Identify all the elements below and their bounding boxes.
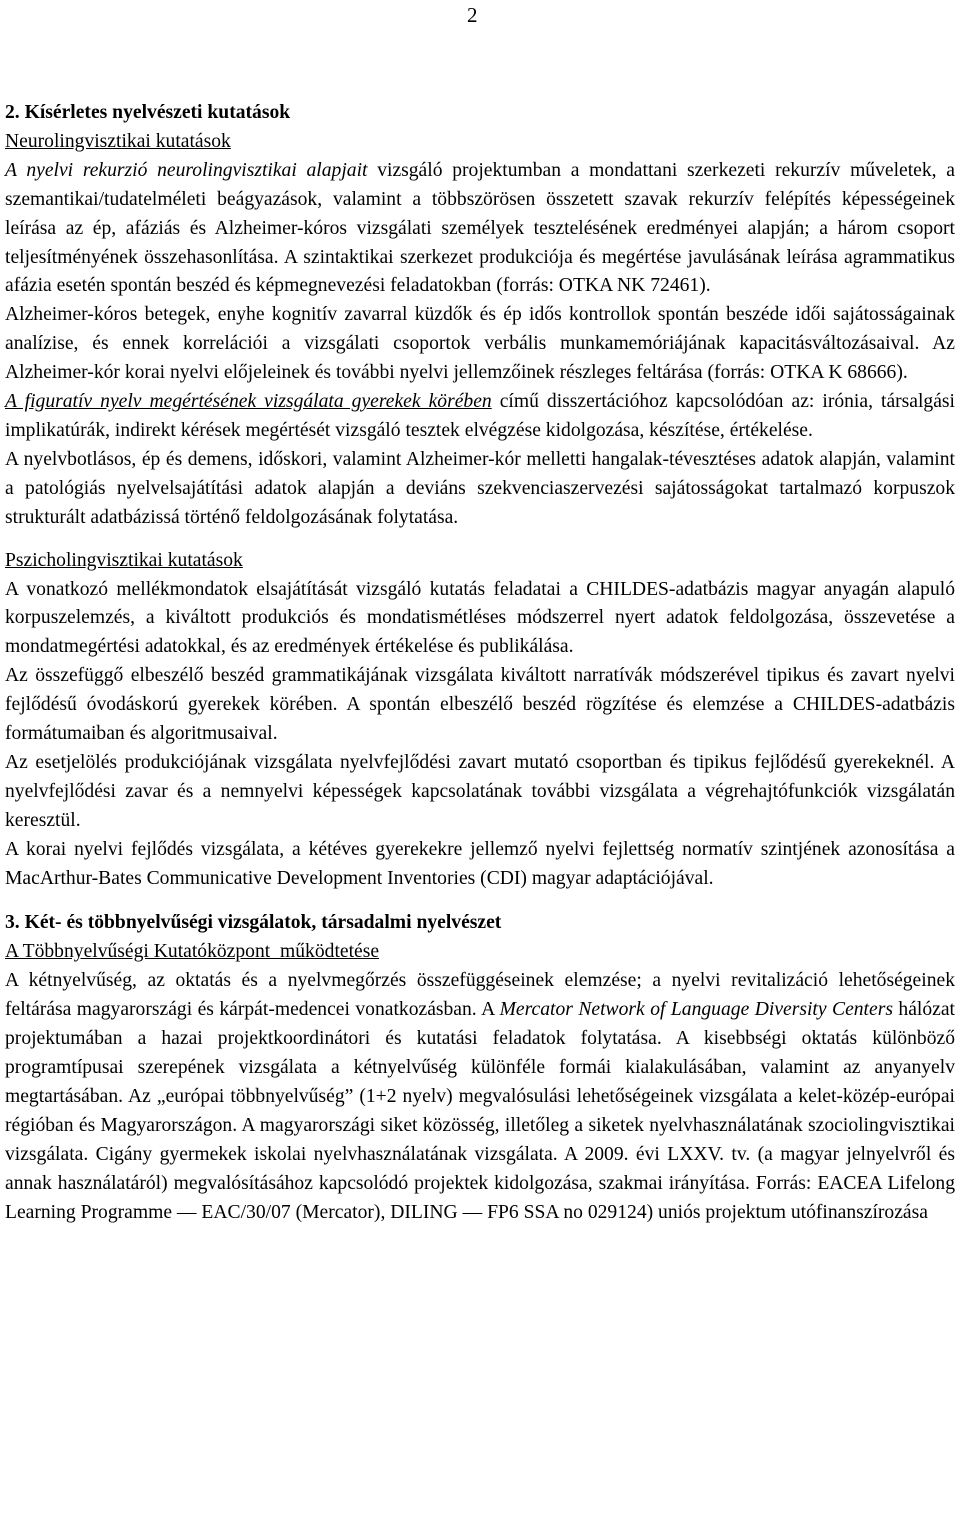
document-body — [5, 99, 955, 1227]
neuro-paragraph-2: Alzheimer-kóros betegek, enyhe kognitív zavarral küzdők és ép idős kontrollok spontán beszéde idői sajátosságainak analízise, és ennek korrelációi a vizsgálati csoportok verbális munkamemóriájának kapacitásváltozásaival. Az Alzheimer-kór korai nyelvi előjeleinek és további nyelvi jellemzőinek részleges feltárása (forrás: OTKA K 68666). — [5, 304, 955, 384]
psycho-paragraph-3: Az esetjelölés produkciójának vizsgálata nyelvfejlődési zavart mutató csoportban és tipikus fejlődésű gyerekeknél. A nyelvfejlődési zavar és a nemnyelvi képességek kapcsolatának további vizsgálata a végrehajtófunkciók vizsgálatán keresztül. — [5, 751, 955, 831]
section-3-heading: 3. Két- és többnyelvűségi vizsgálatok, társadalmi nyelvészet — [5, 912, 502, 934]
psycho-paragraph-2: Az összefüggő elbeszélő beszéd grammatikájának vizsgálata kiváltott narratívák módszerével tipikus és zavart nyelvi fejlődésű óvodáskorú gyerekek körében. A spontán elbeszélő beszéd rögzítése és elemzése a CHILDES-adatbázis formátumaiban és algoritmusaival. — [5, 665, 955, 745]
page-number: 2 — [467, 3, 478, 27]
spacer — [5, 893, 955, 909]
section-3-paragraph — [5, 967, 955, 1227]
neuro-paragraph-3 — [5, 388, 955, 446]
section-2-heading: 2. Kísérletes nyelvészeti kutatások — [5, 102, 291, 123]
psycho-paragraph-4: A korai nyelvi fejlődés vizsgálata, a kétéves gyerekekre jellemző nyelvi fejlettség normatív szintjének azonosítása a MacArthur-Bates Communicative Development Inventories (CDI) magyar adaptációjával. — [5, 838, 955, 889]
neurolinguistics-subheading: Neurolingvisztikai kutatások — [5, 130, 231, 152]
neuro-paragraph-4: A nyelvbotlásos, ép és demens, időskori, valamint Alzheimer-kór melletti hangalak-tévesztéses adatok alapján, valamint a patológiás nyelvelsajátítási adatok alapján a deviáns szekvenciaszervezési sajátosságokat tartalmazó korpuszok strukturált adatbázissá történő feldolgozásának folytatása. — [5, 448, 955, 528]
neuro-p3-italic-title: A figuratív nyelv megértésének vizsgálata gyerekek körében — [5, 391, 492, 413]
neuro-paragraph-1 — [5, 157, 955, 302]
psycho-paragraph-1: A vonatkozó mellékmondatok elsajátítását vizsgáló kutatás feladatai a CHILDES-adatbázis magyar anyagán alapuló korpuszelemzés, a kiváltott produkciós és mondatismétléses módszerrel nyert adatok feldolgozása, összevetése a mondatmegértési adatokkal, és az eredmények értékelése és publikálása. — [5, 578, 955, 658]
neuro-p3-text: című disszertációhoz kapcsolódóan az: irónia, társalgási implikatúrák, indirekt kérések megértését vizsgáló tesztek elvégzése kidolgozása, készítése, értékelése. — [5, 391, 955, 441]
s3-p1-italic-network: Mercator Network of Language Diversity Centers — [499, 999, 893, 1021]
s3-p1-text-b: hálózat projektumában a hazai projektkoordinátori és kutatási feladatok folytatása. A kisebbségi oktatás különböző programtípusai szerepének vizsgálata a kétnyelvűség különféle formái kialakulásában, valamint az anyanyelv megtartásában. Az „európai többnyelvűség” (1+2 nyelv) megvalósulási lehetőségeinek vizsgálata a kelet-közép-európai régióban és Magyarországon. A magyarországi siket közösség, illetőleg a siketek nyelvhasználatának szociolingvisztikai vizsgálata. Cigány gyermekek iskolai nyelvhasználatának vizsgálata. A 2009. évi LXXV. tv. (a magyar jelnyelvről és annak használatáról) megvalósításához kapcsolódó projektek kidolgozása, szakmai irányítása. Forrás: EACEA Lifelong Learning Programme — EAC/30/07 (Mercator), DILING — FP6 SSA no 029124) uniós projektum utófinanszírozása — [5, 999, 955, 1223]
multilingual-center-subheading: A Többnyelvűségi Kutatóközpont működtetése — [5, 941, 380, 963]
psycholinguistics-subheading: Pszicholingvisztikai kutatások — [5, 549, 243, 571]
neuro-p1-text: vizsgáló projektumban a mondattani szerkezeti rekurzív műveletek, a szemantikai/tudatelméleti beágyazások, valamint a többszörösen összetett szavak rekurzív felépítés képességeinek leírása az ép, afáziás és Alzheimer-kóros vizsgálati személyek tesztelésének eredményei alapján; a három csoport teljesítményének összehasonlítása. A szintaktikai szerkezet produkciója és megértése javulásának leírása agrammatikus afázia esetén spontán beszéd és képmegnevezési feladatokban (forrás: OTKA NK 72461). — [5, 159, 955, 297]
spacer — [5, 533, 955, 547]
neuro-p1-italic-title: A nyelvi rekurzió neurolingvisztikai alapjait — [5, 159, 368, 181]
s3-p1-text-a: A kétnyelvűség, az oktatás és a nyelvmegőrzés összefüggéseinek elemzése; a nyelvi revitalizáció lehetőségeinek feltárása magyarországi és kárpát-medencei vonatkozásban. A — [5, 970, 955, 1021]
